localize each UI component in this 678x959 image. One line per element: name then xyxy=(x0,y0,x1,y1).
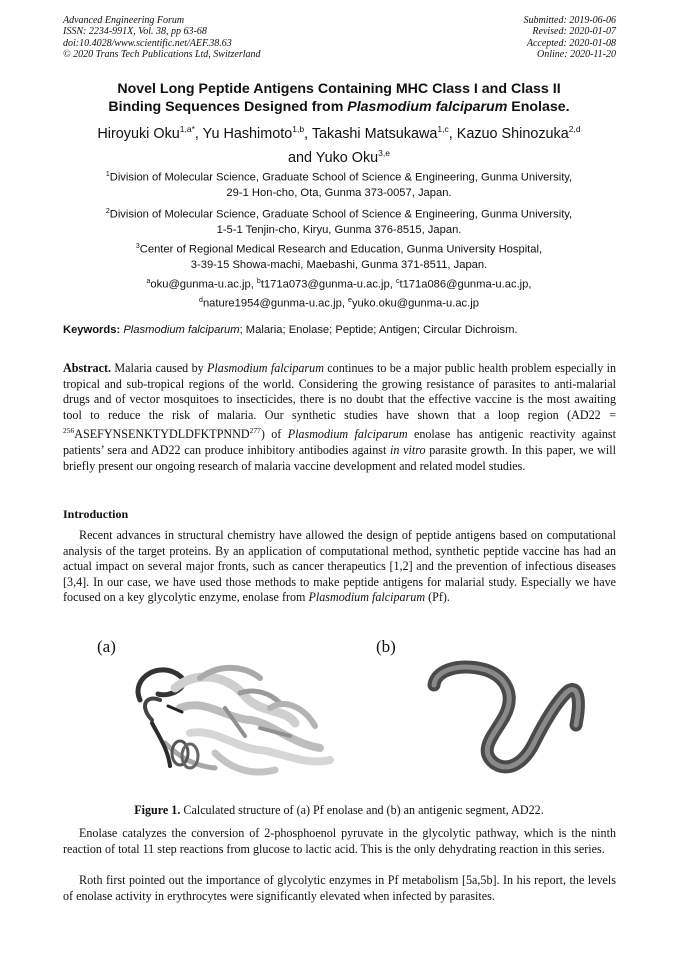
journal-copyright: © 2020 Trans Tech Publications Ltd, Switzerland xyxy=(63,49,261,61)
abstract: Abstract. Malaria caused by Plasmodium falciparum continues to be a major public health problem especially in tropical and sub-tropical regions of the world. Considering the growing resistance of parasites to anti-malarial drugs and of vector mosquitoes to insecticides, there is no doubt that the effective vaccine is the most awaiting tool to reduce the risk of malaria. Our synthetic studies have shown that a loop region $(AD22 = ^{256}ASEFYNSENKTYDLDFKTPNND^{277})$ of Plasmodium falciparum enolase has antigenic reactivity against patients’ sera and AD22 can produce inhibitory antibodies against in vitro parasite growth. In this paper, we will briefly present our ongoing research of malaria vaccine development and related model studies. xyxy=(63,361,616,473)
email-link[interactable]: yuko.oku@gunma-u.ac.jp xyxy=(351,297,479,310)
author: Yuko Oku xyxy=(315,149,379,166)
journal-header xyxy=(63,15,261,61)
email-link[interactable]: t171a086@gunma-u.ac.jp xyxy=(399,278,529,291)
intro-paragraph: Recent advances in structural chemistry have allowed the design of peptide antigens based on computational analysis of the target proteins. By an application of computational method, synthetic peptide vaccine has had an actual impact on several major fronts, such as cancer therapeutics [1,2] and the prevention of infectious diseases [3,4]. In our case, we have used those methods to make peptide antigens for malarial study. Especially we have focused on a key glycolytic enzyme, enolase from Plasmodium falciparum (Pf). xyxy=(63,528,616,605)
dates-header xyxy=(524,15,617,61)
date-accepted: Accepted: 2020-01-08 xyxy=(526,37,616,49)
figure-caption: Figure 1. Calculated structure of (a) Pf enolase and (b) an antigenic segment, AD22. xyxy=(134,803,544,817)
author-list: Hiroyuki Oku$^{1,a*}$, Yu Hashimoto$^{1,b}$, Takashi Matsukawa$^{1,c}$, Kazuo Shinozuka$^{2,d}$ and Yuko Oku$^{3,e}$ xyxy=(97,124,581,166)
section-heading: Introduction xyxy=(63,507,129,521)
affiliation: $^2$Division of Molecular Science, Graduate School of Science & Engineering, Gunma University, 1-5-1 Tenjin-cho, Kiryu, Gunma 376-8515, Japan. xyxy=(105,208,573,237)
journal-doi: doi:10.4028/www.scientific.net/AEF.38.63 xyxy=(63,37,232,49)
figure-label-a: (a) xyxy=(97,637,116,656)
author: Takashi Matsukawa xyxy=(311,125,438,142)
author: Hiroyuki Oku xyxy=(97,125,180,142)
email-link[interactable]: t171a073@gunma-u.ac.jp xyxy=(260,278,390,291)
paper-title: Novel Long Peptide Antigens Containing MHC Class I and Class II Binding Sequences Designed from Plasmodium falciparum Enolase. xyxy=(108,81,570,115)
email-link[interactable]: nature1954@gunma-u.ac.jp xyxy=(202,297,342,310)
email-link[interactable]: oku@gunma-u.ac.jp xyxy=(150,278,251,291)
author: Yu Hashimoto xyxy=(202,125,293,142)
journal-issn: ISSN: 2234-991X, Vol. 38, pp 63-68 xyxy=(63,26,207,38)
affiliation: $^1$Division of Molecular Science, Graduate School of Science & Engineering, Gunma University, 29-1 Hon-cho, Ota, Gunma 373-0057, Japan. xyxy=(105,171,573,200)
email-list: $^a$oku@gunma-u.ac.jp, $^b$t171a073@gunma-u.ac.jp, $^c$t171a086@gunma-u.ac.jp, $^d$nature1954@gunma-u.ac.jp, $^e$yuko.oku@gunma-u.ac.jp xyxy=(146,278,532,310)
journal-name: Advanced Engineering Forum xyxy=(63,15,185,26)
author: Kazuo Shinozuka xyxy=(456,125,569,142)
affiliation: $^3$Center of Regional Medical Research and Education, Gunma University Hospital, 3-39-15 Showa-machi, Maebashi, Gunma 371-8511, Japan. xyxy=(135,243,543,272)
body-paragraph: Enolase catalyzes the conversion of 2-phosphoenol pyruvate in the glycolytic pathway, which is the ninth reaction of total 11 step reactions from glucose to lactic acid. This is the only dehydrating reaction in this series. xyxy=(63,826,616,856)
date-submitted: Submitted: 2019-06-06 xyxy=(523,15,616,26)
enolase-structure-image xyxy=(120,648,342,788)
keywords: Keywords: Plasmodium falciparum; Malaria; Enolase; Peptide; Antigen; Circular Dichroism. xyxy=(63,324,518,336)
figure-label-b: (b) xyxy=(376,637,396,656)
date-online: Online: 2020-11-20 xyxy=(537,49,616,61)
date-revised: Revised: 2020-01-07 xyxy=(532,26,616,38)
ad22-segment-image xyxy=(416,655,598,785)
body-paragraph: Roth first pointed out the importance of glycolytic enzymes in Pf metabolism [5a,5b]. In his report, the levels of enolase activity in erythrocytes were significantly elevated when infected by parasites. xyxy=(63,873,616,903)
